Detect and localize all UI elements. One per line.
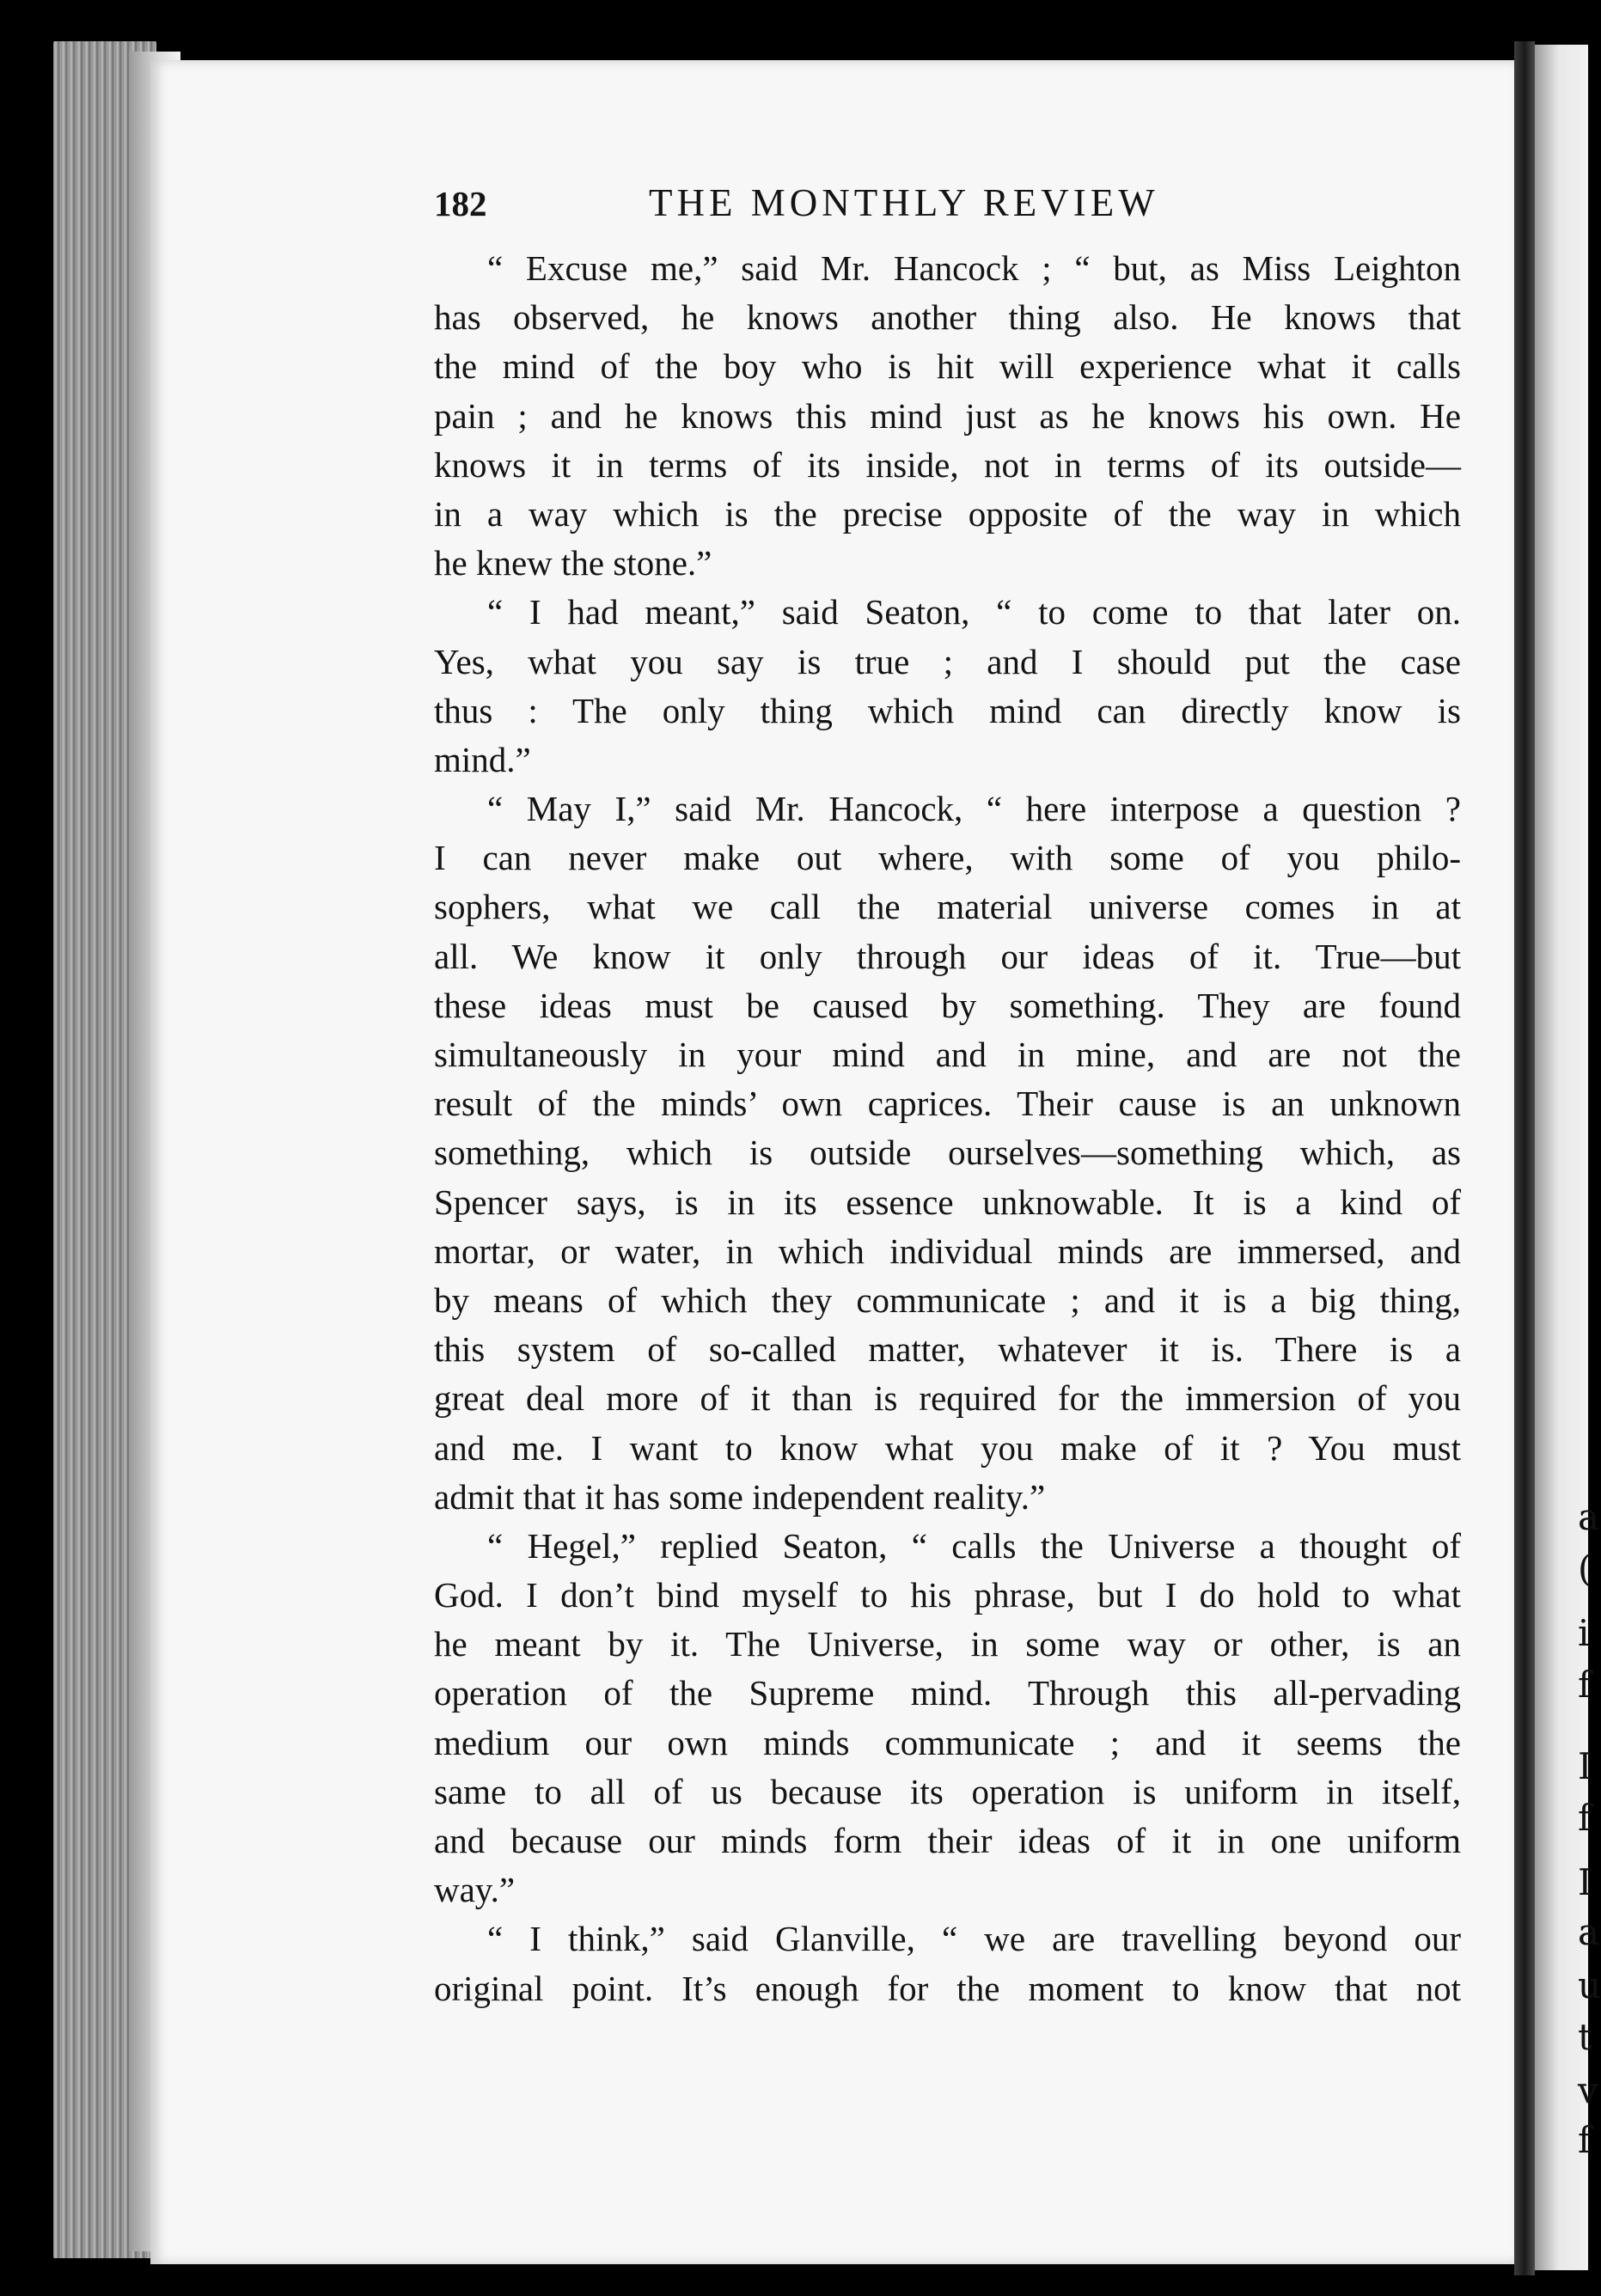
- text-line: something, which is outside ourselves—something which, as: [434, 1133, 1461, 1173]
- text-line: thus : The only thing which mind can directly know is: [434, 690, 1461, 730]
- text-line: mortar, or water, in which individual minds are immersed, and: [434, 1230, 1461, 1271]
- text-line: I can never make out where, with some of you philo-: [434, 838, 1461, 878]
- text-line: same to all of us because its operation is uniform in itself,: [434, 1771, 1461, 1811]
- text-line: result of the minds’ own caprices. Their cause is an unknown: [434, 1084, 1461, 1124]
- facing-page-fragment: f: [1578, 1797, 1592, 1839]
- text-line: great deal more of it than is required for the immersion of you: [434, 1378, 1461, 1419]
- journal-title: THE MONTHLY REVIEW: [649, 181, 1159, 224]
- text-line: “ I think,” said Glanville, “ we are travelling beyond our: [487, 1919, 1461, 1959]
- text-line: he meant by it. The Universe, in some way or other, is an: [434, 1624, 1461, 1664]
- text-line: original point. It’s enough for the moment to know that not: [434, 1968, 1461, 2008]
- facing-page-fragment: v: [1578, 2069, 1598, 2111]
- text-line: by means of which they communicate ; and it is a big thing,: [434, 1279, 1461, 1320]
- text-line: these ideas must be caused by something. They are found: [434, 985, 1461, 1025]
- page-text-block: [434, 180, 1461, 2013]
- text-line: simultaneously in your mind and in mine, and are not the: [434, 1035, 1461, 1074]
- facing-page-fragment: f: [1578, 2119, 1592, 2161]
- facing-page-fragment: I: [1578, 1745, 1592, 1787]
- text-line: “ I had meant,” said Seaton, “ to come to that later on.: [487, 592, 1461, 632]
- book-spine: [1514, 41, 1535, 2275]
- text-line: this system of so-called matter, whatever it is. There is a: [434, 1329, 1461, 1370]
- running-head: [434, 180, 1461, 241]
- facing-page-fragment: f: [1578, 1664, 1592, 1706]
- text-line: he knew the stone.”: [434, 543, 712, 583]
- facing-page-fragment: a: [1578, 1496, 1600, 1538]
- body-text: [434, 244, 1461, 2013]
- facing-page-fragment: u: [1578, 1964, 1601, 2006]
- text-line: Yes, what you say is true ; and I should put the case: [434, 641, 1461, 681]
- text-line: and me. I want to know what you make of it ? You must: [434, 1427, 1461, 1468]
- text-line: operation of the Supreme mind. Through this all-pervading: [434, 1673, 1461, 1713]
- text-line: the mind of the boy who is hit will experience what it calls: [434, 346, 1461, 387]
- facing-page-fragment: a: [1578, 1911, 1600, 1953]
- text-line: “ Hegel,” replied Seaton, “ calls the Universe a thought of: [487, 1525, 1461, 1566]
- facing-page-fragment: i: [1578, 1612, 1590, 1654]
- text-line: way.”: [434, 1870, 516, 1910]
- facing-page-fragment: t: [1578, 2016, 1592, 2058]
- text-line: all. We know it only through our ideas of it. True—but: [434, 936, 1461, 976]
- page-number: 182: [434, 184, 487, 223]
- text-line: in a way which is the precise opposite of the way in which: [434, 493, 1461, 534]
- facing-page-fragment: I: [1578, 1861, 1592, 1903]
- text-line: pain ; and he knows this mind just as he knows his own. He: [434, 395, 1461, 436]
- text-line: Spencer says, is in its essence unknowable. It is a kind of: [434, 1182, 1461, 1222]
- facing-page-fragment: (: [1578, 1548, 1592, 1590]
- text-line: “ Excuse me,” said Mr. Hancock ; “ but, as Miss Leighton: [487, 248, 1461, 288]
- text-line: medium our own minds communicate ; and it seems the: [434, 1722, 1461, 1762]
- text-line: admit that it has some independent reality.”: [434, 1476, 1046, 1517]
- text-line: “ May I,” said Mr. Hancock, “ here interpose a question ?: [487, 789, 1461, 829]
- text-line: God. I don’t bind myself to his phrase, but I do hold to what: [434, 1575, 1461, 1615]
- text-line: mind.”: [434, 739, 531, 779]
- text-line: and because our minds form their ideas of it in one uniform: [434, 1821, 1461, 1860]
- text-line: knows it in terms of its inside, not in terms of its outside—: [434, 444, 1461, 485]
- text-line: sophers, what we call the material universe comes in at: [434, 887, 1461, 927]
- text-line: has observed, he knows another thing also. He knows that: [434, 297, 1461, 338]
